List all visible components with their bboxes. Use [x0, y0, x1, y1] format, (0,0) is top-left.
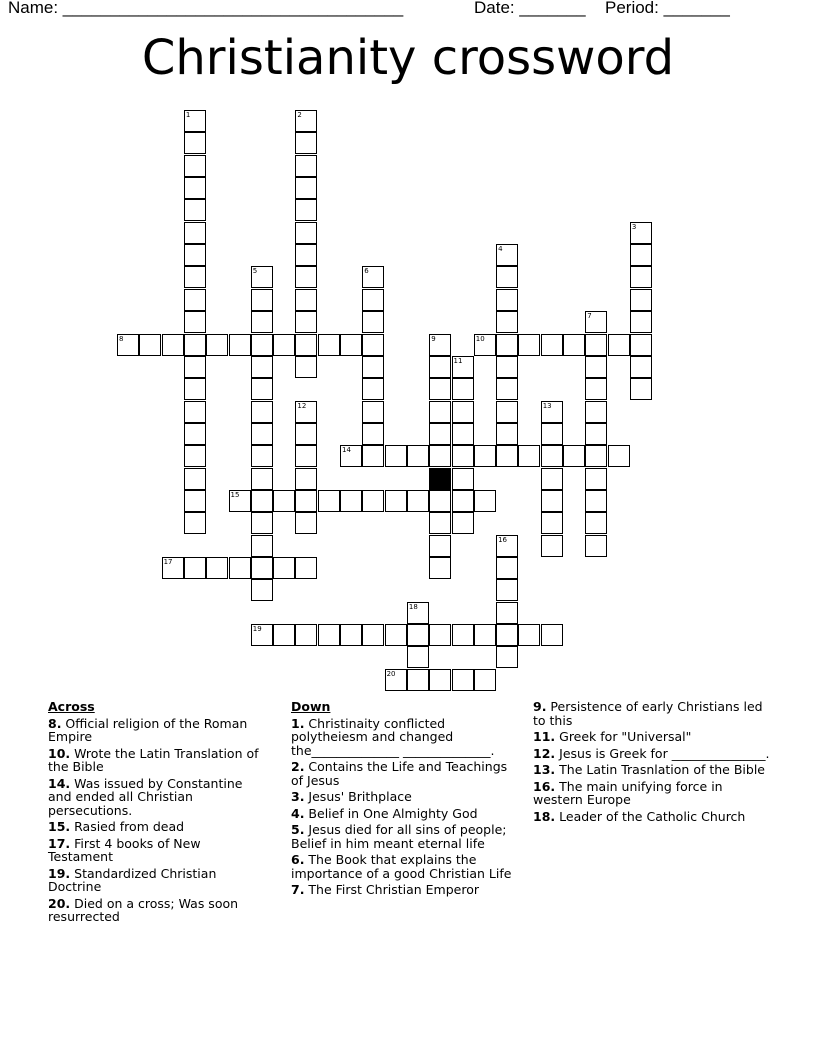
grid-cell[interactable]: [452, 624, 474, 646]
grid-cell[interactable]: [496, 624, 518, 646]
grid-cell[interactable]: [184, 311, 206, 333]
clue-down-2: [291, 760, 523, 787]
grid-cell[interactable]: [496, 378, 518, 400]
grid-cell[interactable]: [184, 177, 206, 199]
clue-down-4: [291, 807, 523, 821]
down-heading: Down: [291, 699, 331, 714]
across-heading: Across: [48, 699, 95, 714]
grid-cell[interactable]: [362, 423, 384, 445]
grid-cell[interactable]: [251, 468, 273, 490]
clue-text: The Latin Trasnlation of the Bible: [555, 762, 765, 777]
grid-cell[interactable]: [162, 557, 184, 579]
grid-cell[interactable]: [184, 490, 206, 512]
clue-text: Persistence of early Christians led to this: [533, 699, 763, 728]
clue-text: Jesus is Greek for _______________.: [555, 745, 770, 761]
grid-cell[interactable]: [452, 356, 474, 378]
cell-number: 17: [163, 558, 173, 566]
clue-down_continued-13: [533, 763, 773, 777]
cell-number: 8: [119, 334, 124, 343]
clue-across-15: [48, 820, 268, 834]
grid-cell[interactable]: [585, 334, 607, 356]
grid-cell[interactable]: [585, 378, 607, 400]
cell-number: 18: [408, 602, 418, 611]
clue-number: 16.: [533, 778, 556, 794]
grid-cell[interactable]: [184, 222, 206, 244]
grid-cell[interactable]: [630, 222, 652, 244]
grid-cell[interactable]: [452, 512, 474, 534]
grid-cell[interactable]: [251, 557, 273, 579]
clue-text: Died on a cross; Was soon resurrected: [48, 895, 239, 924]
grid-cell[interactable]: [295, 512, 317, 534]
grid-cell[interactable]: [362, 378, 384, 400]
cell-number: 10: [475, 334, 485, 343]
grid-cell[interactable]: [295, 624, 317, 646]
clue-number: 17.: [48, 835, 71, 851]
grid-cell[interactable]: [585, 445, 607, 467]
clue-number: 20.: [48, 895, 71, 911]
grid-cell[interactable]: [251, 356, 273, 378]
grid-cell[interactable]: [474, 445, 496, 467]
grid-cell[interactable]: [340, 490, 362, 512]
grid-cell[interactable]: [184, 445, 206, 467]
grid-cell[interactable]: [362, 401, 384, 423]
grid-cell[interactable]: [630, 244, 652, 266]
grid-cell[interactable]: [496, 557, 518, 579]
clue-down_continued-18: [533, 810, 773, 824]
grid-cell[interactable]: [585, 311, 607, 333]
grid-cell[interactable]: [184, 244, 206, 266]
clue-down_continued-16: [533, 780, 773, 807]
grid-cell[interactable]: [295, 132, 317, 154]
grid-cell[interactable]: [608, 445, 630, 467]
grid-cell[interactable]: [139, 334, 161, 356]
grid-cell[interactable]: [474, 624, 496, 646]
grid-cell[interactable]: [184, 266, 206, 288]
clue-down-1: [291, 717, 523, 758]
grid-cell[interactable]: [429, 557, 451, 579]
grid-cell[interactable]: [340, 445, 362, 467]
grid-cell[interactable]: [630, 311, 652, 333]
grid-cell[interactable]: [429, 401, 451, 423]
grid-cell[interactable]: [251, 423, 273, 445]
grid-cell[interactable]: [452, 401, 474, 423]
clue-text: The First Christian Emperor: [304, 882, 479, 897]
clue-number: 4.: [291, 805, 305, 821]
clue-text: Wrote the Latin Translation of the Bible: [48, 745, 259, 774]
clue-text: First 4 books of New Testament: [48, 835, 201, 864]
grid-cell[interactable]: [184, 468, 206, 490]
grid-cell[interactable]: [184, 155, 206, 177]
grid-cell[interactable]: [184, 356, 206, 378]
cell-number: 11: [453, 356, 463, 365]
grid-cell[interactable]: [251, 535, 273, 557]
grid-cell[interactable]: [362, 445, 384, 467]
clue-number: 3.: [291, 789, 305, 804]
grid-cell[interactable]: [251, 378, 273, 400]
clue-down-5: [291, 823, 523, 850]
grid-cell[interactable]: [496, 356, 518, 378]
grid-cell[interactable]: [585, 535, 607, 557]
grid-cell[interactable]: [295, 222, 317, 244]
grid-cell[interactable]: [541, 334, 563, 356]
clue-text: The main unifying force in western Europe: [533, 778, 723, 807]
grid-cell[interactable]: [362, 289, 384, 311]
cell-number: 4: [498, 245, 503, 254]
clue-text: Christinaity conflicted polytheiesm and changed the______________ ______________.: [291, 715, 495, 758]
grid-cell[interactable]: [452, 468, 474, 490]
down-clues-continued: [533, 700, 773, 826]
grid-cell[interactable]: [541, 401, 563, 423]
grid-cell[interactable]: [362, 624, 384, 646]
grid-cell[interactable]: [318, 624, 340, 646]
grid-cell[interactable]: [362, 490, 384, 512]
grid-cell[interactable]: [340, 334, 362, 356]
grid-cell[interactable]: [429, 334, 451, 356]
clue-number: 6.: [291, 852, 305, 867]
grid-cell[interactable]: [429, 356, 451, 378]
grid-cell[interactable]: [407, 624, 429, 646]
shaded-cell: [429, 468, 451, 490]
grid-cell[interactable]: [295, 445, 317, 467]
grid-cell[interactable]: [251, 445, 273, 467]
grid-cell[interactable]: [251, 512, 273, 534]
grid-cell[interactable]: [184, 378, 206, 400]
cell-number: 2: [297, 111, 302, 119]
clue-text: Contains the Life and Teachings of Jesus: [291, 759, 508, 788]
grid-cell[interactable]: [206, 557, 228, 579]
grid-cell[interactable]: [340, 624, 362, 646]
grid-cell[interactable]: [429, 423, 451, 445]
grid-cell[interactable]: [630, 334, 652, 356]
grid-cell[interactable]: [206, 334, 228, 356]
grid-cell[interactable]: [385, 445, 407, 467]
grid-cell[interactable]: [273, 334, 295, 356]
grid-cell[interactable]: [295, 468, 317, 490]
clue-down-7: [291, 883, 523, 897]
grid-cell[interactable]: [385, 624, 407, 646]
grid-cell[interactable]: [295, 155, 317, 177]
clue-text: Leader of the Catholic Church: [555, 808, 746, 824]
grid-cell[interactable]: [273, 557, 295, 579]
grid-cell[interactable]: [229, 490, 251, 512]
grid-cell[interactable]: [295, 177, 317, 199]
clue-number: 14.: [48, 775, 71, 791]
grid-cell[interactable]: [429, 624, 451, 646]
grid-cell[interactable]: [295, 334, 317, 356]
grid-cell[interactable]: [585, 401, 607, 423]
grid-cell[interactable]: [474, 334, 496, 356]
grid-cell[interactable]: [474, 669, 496, 691]
clue-text: Standardized Christian Doctrine: [48, 865, 217, 894]
grid-cell[interactable]: [585, 423, 607, 445]
down-clues: [291, 700, 523, 900]
grid-cell[interactable]: [295, 199, 317, 221]
clue-number: 11.: [533, 729, 556, 744]
grid-cell[interactable]: [474, 490, 496, 512]
grid-cell[interactable]: [295, 110, 317, 132]
grid-cell[interactable]: [385, 669, 407, 691]
grid-cell[interactable]: [362, 334, 384, 356]
clue-number: 5.: [291, 822, 305, 837]
grid-cell[interactable]: [407, 669, 429, 691]
clue-text: Rasied from dead: [70, 819, 185, 834]
grid-cell[interactable]: [251, 311, 273, 333]
grid-cell[interactable]: [496, 646, 518, 668]
grid-cell[interactable]: [295, 401, 317, 423]
clue-text: Was issued by Constantine and ended all Christian persecutions.: [48, 775, 243, 818]
grid-cell[interactable]: [385, 490, 407, 512]
grid-cell[interactable]: [496, 535, 518, 557]
grid-cell[interactable]: [184, 401, 206, 423]
clue-number: 15.: [48, 819, 71, 834]
clue-text: Official religion of the Roman Empire: [48, 715, 248, 744]
grid-cell[interactable]: [273, 490, 295, 512]
grid-cell[interactable]: [407, 445, 429, 467]
grid-cell[interactable]: [295, 490, 317, 512]
grid-cell[interactable]: [541, 624, 563, 646]
grid-cell[interactable]: [585, 512, 607, 534]
grid-cell[interactable]: [295, 557, 317, 579]
grid-cell[interactable]: [295, 423, 317, 445]
grid-cell[interactable]: [251, 579, 273, 601]
grid-cell[interactable]: [429, 512, 451, 534]
grid-cell[interactable]: [541, 445, 563, 467]
grid-cell[interactable]: [630, 356, 652, 378]
grid-cell[interactable]: [251, 289, 273, 311]
cell-number: 5: [252, 267, 258, 276]
grid-cell[interactable]: [518, 445, 540, 467]
clue-down_continued-12: [533, 747, 773, 761]
grid-cell[interactable]: [318, 490, 340, 512]
clue-down_continued-9: [533, 700, 773, 727]
clue-number: 12.: [533, 745, 556, 761]
date-field[interactable]: Date: _______: [474, 0, 586, 17]
grid-cell[interactable]: [496, 401, 518, 423]
grid-cell[interactable]: [362, 266, 384, 288]
clue-number: 8.: [48, 715, 62, 731]
grid-cell[interactable]: [184, 334, 206, 356]
grid-cell[interactable]: [496, 445, 518, 467]
grid-cell[interactable]: [251, 401, 273, 423]
grid-cell[interactable]: [563, 445, 585, 467]
grid-cell[interactable]: [452, 378, 474, 400]
grid-cell[interactable]: [452, 445, 474, 467]
grid-cell[interactable]: [407, 602, 429, 624]
clue-number: 13.: [533, 762, 556, 777]
grid-cell[interactable]: [429, 445, 451, 467]
grid-cell[interactable]: [184, 512, 206, 534]
period-field[interactable]: Period: _______: [605, 0, 730, 17]
grid-cell[interactable]: [608, 334, 630, 356]
cell-number: 15: [230, 490, 240, 499]
clue-number: 7.: [291, 882, 305, 897]
clue-number: 2.: [291, 759, 305, 774]
clue-number: 18.: [533, 808, 556, 824]
grid-cell[interactable]: [585, 490, 607, 512]
grid-cell[interactable]: [251, 266, 273, 288]
clue-text: The Book that explains the importance of a good Christian Life: [291, 852, 512, 881]
cell-number: 16: [498, 535, 508, 544]
grid-cell[interactable]: [541, 423, 563, 445]
clue-number: 9.: [533, 699, 547, 714]
grid-cell[interactable]: [362, 356, 384, 378]
grid-cell[interactable]: [407, 490, 429, 512]
grid-cell[interactable]: [452, 490, 474, 512]
grid-cell[interactable]: [563, 334, 585, 356]
grid-cell[interactable]: [362, 311, 384, 333]
grid-cell[interactable]: [630, 289, 652, 311]
cell-number: 20: [386, 669, 396, 678]
clue-text: Greek for "Universal": [555, 729, 692, 744]
grid-cell[interactable]: [496, 423, 518, 445]
clue-across-19: [48, 867, 268, 894]
grid-cell[interactable]: [407, 646, 429, 668]
clue-down-3: [291, 790, 523, 804]
clue-down-6: [291, 853, 523, 880]
clue-number: 19.: [48, 865, 71, 881]
across-clues: [48, 700, 268, 927]
cell-number: 7: [587, 312, 592, 321]
grid-cell[interactable]: [295, 289, 317, 311]
grid-cell[interactable]: [518, 624, 540, 646]
grid-cell[interactable]: [117, 334, 139, 356]
grid-cell[interactable]: [585, 356, 607, 378]
clue-number: 10.: [48, 745, 71, 761]
grid-cell[interactable]: [429, 669, 451, 691]
grid-cell[interactable]: [541, 512, 563, 534]
grid-cell[interactable]: [251, 334, 273, 356]
cell-number: 3: [631, 222, 637, 231]
clue-text: Belief in One Almighty God: [304, 805, 478, 821]
grid-cell[interactable]: [251, 624, 273, 646]
cell-number: 9: [431, 334, 436, 343]
clue-text: Jesus died for all sins of people; Belief in him meant eternal life: [291, 822, 507, 851]
grid-cell[interactable]: [429, 535, 451, 557]
cell-number: 13: [542, 401, 552, 410]
grid-cell[interactable]: [496, 579, 518, 601]
grid-cell[interactable]: [184, 110, 206, 132]
clue-across-14: [48, 777, 268, 818]
grid-cell[interactable]: [184, 289, 206, 311]
grid-cell[interactable]: [162, 334, 184, 356]
grid-cell[interactable]: [630, 378, 652, 400]
grid-cell[interactable]: [295, 311, 317, 333]
cell-number: 19: [252, 625, 262, 634]
cell-number: 6: [364, 267, 369, 276]
clue-across-20: [48, 897, 268, 924]
grid-cell[interactable]: [541, 468, 563, 490]
grid-cell[interactable]: [585, 468, 607, 490]
page-title: Christianity crossword: [141, 30, 675, 86]
name-field[interactable]: Name: ____________________________________: [8, 0, 404, 17]
clue-across-10: [48, 747, 268, 774]
grid-cell[interactable]: [496, 334, 518, 356]
grid-cell[interactable]: [184, 423, 206, 445]
grid-cell[interactable]: [429, 490, 451, 512]
grid-cell[interactable]: [229, 334, 251, 356]
grid-cell[interactable]: [184, 199, 206, 221]
grid-cell[interactable]: [429, 378, 451, 400]
grid-cell[interactable]: [295, 244, 317, 266]
grid-cell[interactable]: [630, 266, 652, 288]
grid-cell[interactable]: [452, 423, 474, 445]
grid-cell[interactable]: [273, 624, 295, 646]
grid-cell[interactable]: [496, 602, 518, 624]
grid-cell[interactable]: [541, 535, 563, 557]
clue-down_continued-11: [533, 730, 773, 744]
cell-number: 12: [297, 401, 307, 410]
grid-cell[interactable]: [184, 132, 206, 154]
grid-cell[interactable]: [496, 289, 518, 311]
grid-cell[interactable]: [541, 490, 563, 512]
grid-cell[interactable]: [295, 356, 317, 378]
grid-cell[interactable]: [184, 557, 206, 579]
grid-cell[interactable]: [295, 266, 317, 288]
grid-cell[interactable]: [496, 244, 518, 266]
grid-cell[interactable]: [518, 334, 540, 356]
cell-number: 14: [342, 446, 351, 455]
cell-number: 1: [185, 111, 191, 119]
clue-number: 1.: [291, 715, 305, 731]
clue-across-17: [48, 837, 268, 864]
grid-cell[interactable]: [496, 266, 518, 288]
grid-cell[interactable]: [251, 490, 273, 512]
clue-text: Jesus' Brithplace: [304, 789, 412, 804]
grid-cell[interactable]: [496, 311, 518, 333]
grid-cell[interactable]: [229, 557, 251, 579]
grid-cell[interactable]: [318, 334, 340, 356]
grid-cell[interactable]: [452, 669, 474, 691]
clue-across-8: [48, 717, 268, 744]
